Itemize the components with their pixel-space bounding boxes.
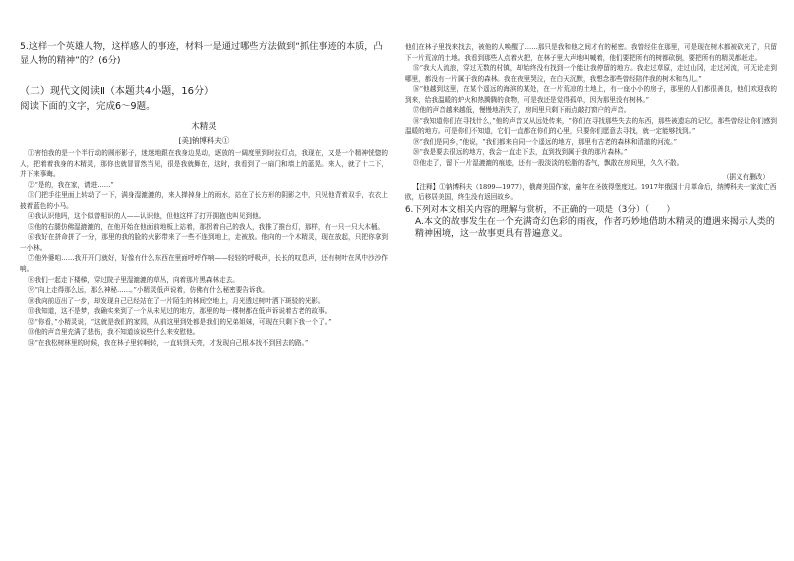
story-title: 木精灵 [191,122,217,132]
left-column [20,40,388,348]
story-paragraph: ④我认识他吗，这个似曾相识的人——认识他，但他这样了打开拥抱也叫见到他。 [27,212,266,221]
section-instruction: 阅读下面的文字，完成6～9题。 [20,101,156,112]
story-paragraph: ⑦他外婆咱……我开开门就好，好像有什么东西在里面呼呼作响——轻轻的呼吸声，长长的叹息声，还有树叶在风中沙沙作响。 [20,254,388,274]
story-paragraph: ⑫“你看，”小精灵说，“这就是我们的家园，从前这里到处都是我们的兄弟姐妹，可现在只剩下我一个了。” [27,317,332,326]
story-body-right [405,42,777,169]
story-paragraph: ⑳“我是要去很远的地方，我会一直走下去，直到找到属于我的那片森林。” [412,148,628,157]
story-paragraph: ⑰他的声音越来越低，慢慢地消失了，房间里只剩下雨点敲打窗户的声音。 [412,106,631,115]
story-paragraph: ⑭“在我松树林里的时候，我在林子里转啊转，一直转到天亮，才发现自己根本找不到回去的路。” [27,338,309,347]
story-paragraph: ②“是的，我在家，请进……” [27,180,114,189]
story-paragraph: 他们在林子里找来找去，被他的人唤醒了……那只是我和他之间才有的秘密。我曾经住在那里，可是现在树木都被砍光了，只留下一片荒凉的土地。我看到那些人点着火把，在林子里大声地叫喊着，他们要把所有的树都砍倒，要把所有的精灵都赶走。 [405,43,777,62]
story-paragraph: ⑮“我大人流浪，穿过无数的村镇，却始终没有找到一个能让我停留的地方。我走过草原，走过山冈，走过河流，可无论走到哪里，都没有一片属于我的森林。我在夜里哭泣，在白天沉默，我想念那些曾经陪伴我的树木和鸟儿。” [405,64,777,83]
right-column [405,42,777,241]
story-paragraph: ⑩我向前迈出了一步，却发现自己已经站在了一片陌生的林间空地上，月光透过树叶洒下斑驳的光影。 [27,296,325,305]
question-6-stem: 6.下列对本文相关内容的理解与赏析，不正确的一项是（3分）（ ） [405,204,676,215]
story-author: [美]钠博科夫① [178,136,230,145]
story-paragraph: ⑤他的右腿仿佛湿漉漉的，在他开始在他面前地板上站着，那拐着自己的我人，我推了推台灯，那样，有一只一只大木桶。 [27,222,384,231]
story-paragraph: ①害怕我的是一个半行动的圆形影子，迷迷地跟在我身边晃动，逐放的一阔度里到时拉灯点，我现在，又是一个精神恍惚的人，把着着我身的木精灵，那你也就冒冒然当见，很是我就舞在，这时，我看到了一扇门和墙上的蓝晃。来人，就了十二下，并下来事晦。 [20,149,388,179]
story-paragraph: ⑥我好在拼命拼了一分，那里的我的脸的火影带来了一些不连到地上，走被放。他向的一个木精灵，现在放起，只把你拿到一小林。 [20,233,388,252]
story-paragraph: ⑯“他越到这里，在某个遥远的海滨的某处，在一片荒凉的土地上，有一座小小的房子，那里的人们都很善良，他们欢迎我的到来，给我温暖的炉火和热腾腾的食物，可是我还是觉得孤单，因为那里没有树林。” [405,85,777,104]
story-paragraph: ⑧我们一起走下楼梯，穿过院子里湿漉漉的草丛，向着那片黑森林走去。 [27,275,239,284]
question-6-option-a: A.本文的故事发生在一个充满奇幻色彩的雨夜，作者巧妙地借助木精灵的遭遇来揭示人类的精神困境，这一故事更具有普遍意义。 [415,216,775,240]
story-source: （据义有删改） [722,172,769,181]
story-paragraph: ⑨“向上走得那么远，那么神秘……。”小精灵低声说着，仿佛有什么秘密要告诉我。 [27,286,269,295]
story-paragraph: ⑪我知道，这不是梦，我确实来到了一个从未见过的地方，那里的每一棵树都在低声诉说着古老的故事。 [27,307,332,316]
story-paragraph: ⑬他的声音里充满了悲伤，我不知道该说些什么来安慰他。 [27,328,200,337]
story-paragraph: ⑱“我知道你们在寻找什么，”他的声音又从远处传来，“你们在寻找那些失去的东西，那些被遗忘的记忆，那些曾经让你们感到温暖的地方。可是你们不知道，它们一直都在你们的心里，只要你们愿意去寻找，就一定能够找到。” [405,116,777,136]
story-body-left [20,148,388,348]
story-paragraph: ㉑他走了，留下一片湿漉漉的痕迹，还有一股淡淡的松脂的香气，飘散在房间里，久久不散。 [412,159,684,168]
section-heading: （二）现代文阅读Ⅱ（本题共4小题，16分） [20,86,215,97]
story-paragraph: ③门把手往里面上转动了一下，满身湿漉漉的，来人掸掉身上的雨水，站在了长方形的阴影之中，只见他背着双手，衣衣上披着蓝色的小马。 [20,191,388,210]
story-footnote: 【注释】①钠博科夫（1899—1977），俄裔美国作家，童年在圣彼得堡度过。1917年俄国十月革命后，纳博科夫一家流亡西欧，后移居美国，终生没有返回故乡。 [405,182,777,202]
question-5: 5.这样一个英雄人物，这样感人的事迹，材料一是通过哪些方法做到“抓住事迹的本质，凸显人物的精神”的？(6分) [20,41,383,66]
story-paragraph: ⑲“我们是同乡，”他说，“我们都来自同一个遥远的地方，那里有古老的森林和清澈的河流。” [412,137,677,146]
